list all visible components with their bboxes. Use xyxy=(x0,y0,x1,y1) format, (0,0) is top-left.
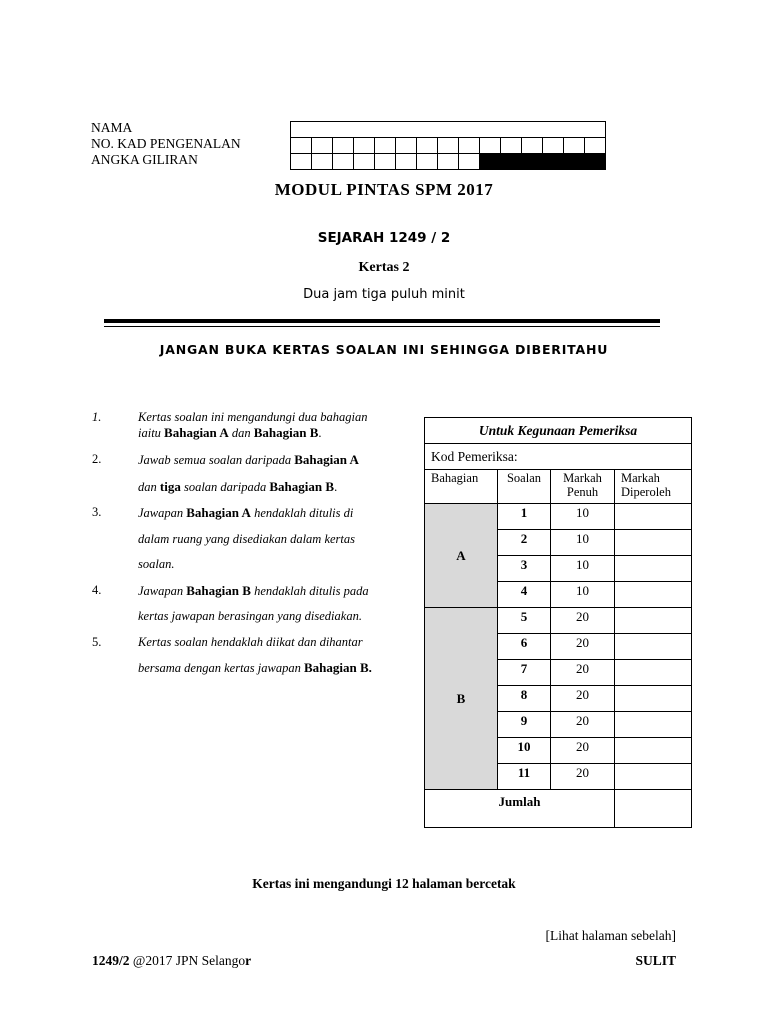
instruction-number: 5. xyxy=(92,634,102,649)
ic-box[interactable] xyxy=(333,138,354,154)
index-box-shaded xyxy=(564,154,585,170)
index-box[interactable] xyxy=(417,154,438,170)
marks-obtained-cell[interactable] xyxy=(615,504,692,530)
full-marks: 10 xyxy=(551,504,615,530)
divider-thin xyxy=(104,326,660,327)
col-markah-penuh: Markah Penuh xyxy=(551,470,615,504)
index-box[interactable] xyxy=(312,154,333,170)
full-marks: 20 xyxy=(551,634,615,660)
index-box-shaded xyxy=(522,154,543,170)
index-box[interactable] xyxy=(459,154,480,170)
name-input-box[interactable] xyxy=(291,122,606,138)
section-b: B xyxy=(425,608,498,790)
marks-obtained-cell[interactable] xyxy=(615,686,692,712)
candidate-entry-grid xyxy=(290,121,606,170)
ic-label: NO. KAD PENGENALAN xyxy=(91,136,241,151)
col-markah-diperoleh: Markah Diperoleh xyxy=(615,470,692,504)
marks-obtained-cell[interactable] xyxy=(615,764,692,790)
ic-box[interactable] xyxy=(354,138,375,154)
page-count-note: Kertas ini mengandungi 12 halaman bercetak xyxy=(252,876,516,891)
marks-obtained-cell[interactable] xyxy=(615,556,692,582)
full-marks: 20 xyxy=(551,660,615,686)
marks-obtained-cell[interactable] xyxy=(615,660,692,686)
marks-obtained-cell[interactable] xyxy=(615,738,692,764)
instruction-item xyxy=(92,410,412,441)
ic-box[interactable] xyxy=(312,138,333,154)
instruction-item xyxy=(92,447,412,500)
question-number: 6 xyxy=(498,634,551,660)
ic-box[interactable] xyxy=(480,138,501,154)
index-box[interactable] xyxy=(396,154,417,170)
examiner-table xyxy=(424,417,692,828)
ic-box[interactable] xyxy=(291,138,312,154)
subject-code: SEJARAH 1249 / 2 xyxy=(317,230,451,246)
candidate-labels xyxy=(91,120,241,168)
table-row xyxy=(425,504,692,530)
instruction-text: Jawapan Bahagian B hendaklah ditulis pada xyxy=(138,582,369,598)
instruction-text: Jawapan Bahagian A hendaklah ditulis di xyxy=(138,505,354,520)
ic-box[interactable] xyxy=(585,138,606,154)
ic-box[interactable] xyxy=(522,138,543,154)
ic-box[interactable] xyxy=(417,138,438,154)
full-marks: 20 xyxy=(551,686,615,712)
see-next-page: [Lihat halaman sebelah] xyxy=(545,928,676,943)
full-marks: 20 xyxy=(551,608,615,634)
module-title: MODUL PINTAS SPM 2017 xyxy=(274,180,494,199)
question-number: 9 xyxy=(498,712,551,738)
full-marks: 10 xyxy=(551,582,615,608)
marks-obtained-cell[interactable] xyxy=(615,530,692,556)
marks-obtained-cell[interactable] xyxy=(615,582,692,608)
index-box[interactable] xyxy=(438,154,459,170)
instruction-text: dan tiga soalan daripada Bahagian B. xyxy=(138,478,338,494)
confidential-label: SULIT xyxy=(635,953,676,968)
full-marks: 20 xyxy=(551,738,615,764)
instruction-item xyxy=(92,630,412,682)
index-box[interactable] xyxy=(291,154,312,170)
instruction-number: 1. xyxy=(92,410,102,424)
instruction-text: iaitu Bahagian A dan Bahagian B. xyxy=(138,425,322,440)
question-number: 10 xyxy=(498,738,551,764)
column-headers xyxy=(425,470,692,504)
full-marks: 10 xyxy=(551,530,615,556)
question-number: 7 xyxy=(498,660,551,686)
index-label: ANGKA GILIRAN xyxy=(91,152,198,167)
index-box-shaded xyxy=(585,154,606,170)
paper-number: Kertas 2 xyxy=(358,260,410,275)
ic-box[interactable] xyxy=(396,138,417,154)
index-box-shaded xyxy=(501,154,522,170)
marks-obtained-cell[interactable] xyxy=(615,634,692,660)
instruction-number: 3. xyxy=(92,505,102,519)
total-label: Jumlah xyxy=(425,790,615,828)
question-number: 3 xyxy=(498,556,551,582)
question-number: 1 xyxy=(498,504,551,530)
index-box[interactable] xyxy=(375,154,396,170)
question-number: 5 xyxy=(498,608,551,634)
col-bahagian: Bahagian xyxy=(425,470,498,504)
question-number: 8 xyxy=(498,686,551,712)
instruction-number: 2. xyxy=(92,452,102,466)
examiner-code[interactable]: Kod Pemeriksa: xyxy=(425,444,692,470)
warning-notice: JANGAN BUKA KERTAS SOALAN INI SEHINGGA DIBERITAHU xyxy=(159,342,609,357)
ic-box[interactable] xyxy=(543,138,564,154)
full-marks: 10 xyxy=(551,556,615,582)
question-number: 11 xyxy=(498,764,551,790)
full-marks: 20 xyxy=(551,764,615,790)
marks-obtained-cell[interactable] xyxy=(615,712,692,738)
instruction-text: Kertas soalan ini mengandungi dua bahagian xyxy=(138,410,368,424)
ic-box[interactable] xyxy=(459,138,480,154)
index-box-shaded xyxy=(480,154,501,170)
index-box[interactable] xyxy=(354,154,375,170)
ic-box[interactable] xyxy=(375,138,396,154)
paper-code-footer: 1249/2 @2017 JPN Selangor xyxy=(92,953,252,968)
instructions xyxy=(92,410,412,682)
col-soalan: Soalan xyxy=(498,470,551,504)
instruction-number: 4. xyxy=(92,582,102,597)
instruction-item xyxy=(92,500,412,578)
index-box[interactable] xyxy=(333,154,354,170)
ic-box[interactable] xyxy=(564,138,585,154)
instruction-text: soalan. xyxy=(138,557,175,571)
section-a: A xyxy=(425,504,498,608)
instruction-text: bersama dengan kertas jawapan Bahagian B. xyxy=(138,660,372,675)
total-marks-cell[interactable] xyxy=(615,790,692,828)
instruction-text: Kertas soalan hendaklah diikat dan dihantar xyxy=(138,634,363,649)
examiner-table-header: Untuk Kegunaan Pemeriksa xyxy=(425,418,692,444)
name-label: NAMA xyxy=(91,120,133,135)
total-row xyxy=(425,790,692,828)
table-row xyxy=(425,608,692,634)
exam-duration: Dua jam tiga puluh minit xyxy=(303,287,465,302)
instruction-item xyxy=(92,578,412,630)
ic-box[interactable] xyxy=(438,138,459,154)
instruction-text: kertas jawapan berasingan yang disediakan. xyxy=(138,609,362,623)
instruction-text: dalam ruang yang disediakan dalam kertas xyxy=(138,531,355,546)
question-number: 2 xyxy=(498,530,551,556)
index-box-shaded xyxy=(543,154,564,170)
instruction-text: Jawab semua soalan daripada Bahagian A xyxy=(138,452,359,467)
full-marks: 20 xyxy=(551,712,615,738)
marks-obtained-cell[interactable] xyxy=(615,608,692,634)
question-number: 4 xyxy=(498,582,551,608)
divider-thick xyxy=(104,319,660,323)
ic-box[interactable] xyxy=(501,138,522,154)
